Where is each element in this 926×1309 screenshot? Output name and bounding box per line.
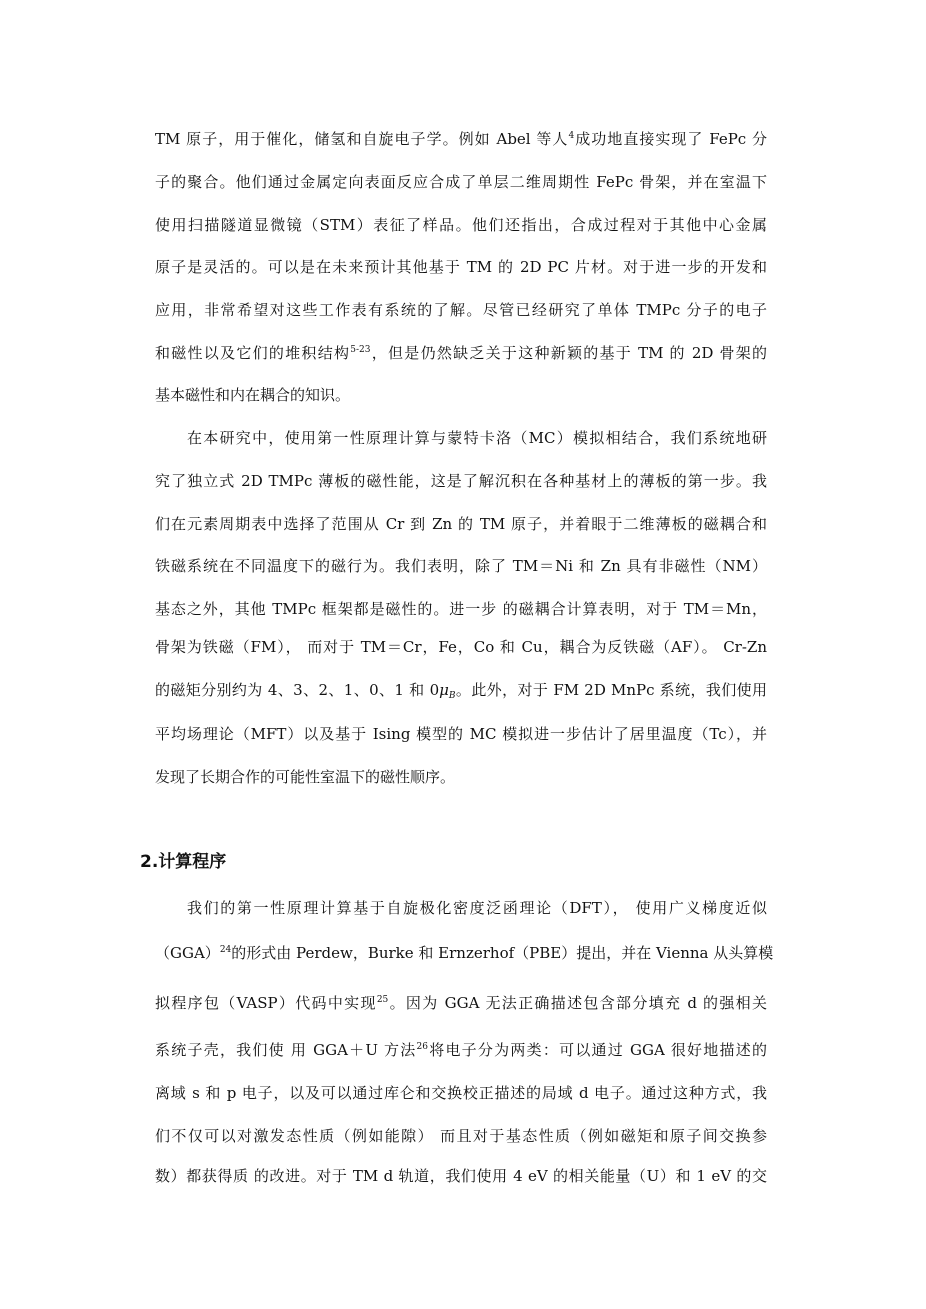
citation-ref: 24 bbox=[219, 945, 232, 955]
citation-ref: 26 bbox=[416, 1042, 428, 1052]
text-line: 铁磁系统在不同温度下的磁行为。我们表明，除了 TM＝Ni 和 Zn 具有非磁性（NM） bbox=[155, 557, 767, 575]
text-line: TM 原子，用于催化，储氢和自旋电子学。例如 Abel 等人$^4$成功地直接实现了 FePc 分 bbox=[155, 130, 768, 148]
mu-symbol: μ bbox=[439, 681, 449, 699]
text-line: 的磁矩分别约为 4、3、2、1、0、1 和 $0\mu_B$。此外，对于 FM 2D MnPc 系统，我们使用 bbox=[155, 681, 767, 701]
citation-ref: 4 bbox=[568, 131, 575, 141]
text-line: 使用扫描隧道显微镜（STM）表征了样品。他们还指出，合成过程对于其他中心金属 bbox=[155, 216, 767, 234]
text-line: 和磁性以及它们的堆积结构$^{5-23}$，但是仍然缺乏关于这种新颖的基于 TM 的 2D 骨架的 bbox=[155, 344, 767, 362]
text-line: 系统子壳，我们使 用 GGA＋U 方法$^{26}$将电子分为两类：可以通过 GGA 很好地描述的 bbox=[155, 1041, 768, 1059]
text-line: （GGA）$^{24}$的形式由 Perdew，Burke 和 Ernzerhof（PBE）提出，并在 Vienna 从头算模 bbox=[155, 944, 774, 962]
text-line: 基本磁性和内在耦合的知识。 bbox=[155, 386, 351, 404]
text-line: 基态之外，其他 TMPc 框架都是磁性的。进一步 的磁耦合计算表明，对于 TM＝Mn， bbox=[155, 600, 767, 618]
text-line: 拟程序包（VASP）代码中实现$^{25}$。因为 GGA 无法正确描述包含部分填充 d 的强相关 bbox=[155, 994, 767, 1012]
text-line: 数）都获得质 的改进。对于 TM d 轨道，我们使用 4 eV 的相关能量（U）和 1 eV 的交 bbox=[155, 1167, 767, 1185]
citation-ref: 25 bbox=[376, 995, 389, 1005]
text-line: 原子是灵活的。可以是在未来预计其他基于 TM 的 2D PC 片材。对于进一步的开发和 bbox=[155, 258, 767, 276]
text-line: 究了独立式 2D TMPc 薄板的磁性能，这是了解沉积在各种基材上的薄板的第一步。我 bbox=[155, 472, 767, 490]
text-line: 在本研究中，使用第一性原理计算与蒙特卡洛（MC）模拟相结合，我们系统地研 bbox=[187, 429, 767, 447]
section-heading: 2.计算程序 bbox=[140, 852, 227, 872]
text-line: 平均场理论（MFT）以及基于 Ising 模型的 MC 模拟进一步估计了居里温度（Tc），并 bbox=[155, 725, 767, 743]
text-line: 骨架为铁磁（FM）， 而对于 TM＝Cr，Fe，Co 和 Cu，耦合为反铁磁（AF）。 Cr-Zn bbox=[155, 638, 767, 656]
text-line: 我们的第一性原理计算基于自旋极化密度泛函理论（DFT）， 使用广义梯度近似 bbox=[187, 899, 767, 917]
text-line: 发现了长期合作的可能性室温下的磁性顺序。 bbox=[155, 768, 456, 786]
text-line: 子的聚合。他们通过金属定向表面反应合成了单层二维周期性 FePc 骨架，并在室温下 bbox=[155, 173, 767, 191]
text-line: 们不仅可以对激发态性质（例如能隙） 而且对于基态性质（例如磁矩和原子间交换参 bbox=[155, 1127, 767, 1145]
subscript: B bbox=[448, 691, 456, 701]
citation-ref: 5-23 bbox=[350, 345, 371, 355]
text-line: 离域 s 和 p 电子，以及可以通过库仑和交换校正描述的局域 d 电子。通过这种方式，我 bbox=[155, 1084, 767, 1102]
text-line: 应用，非常希望对这些工作表有系统的了解。尽管已经研究了单体 TMPc 分子的电子 bbox=[155, 301, 767, 319]
text-line: 们在元素周期表中选择了范围从 Cr 到 Zn 的 TM 原子，并着眼于二维薄板的磁耦合和 bbox=[155, 515, 767, 533]
